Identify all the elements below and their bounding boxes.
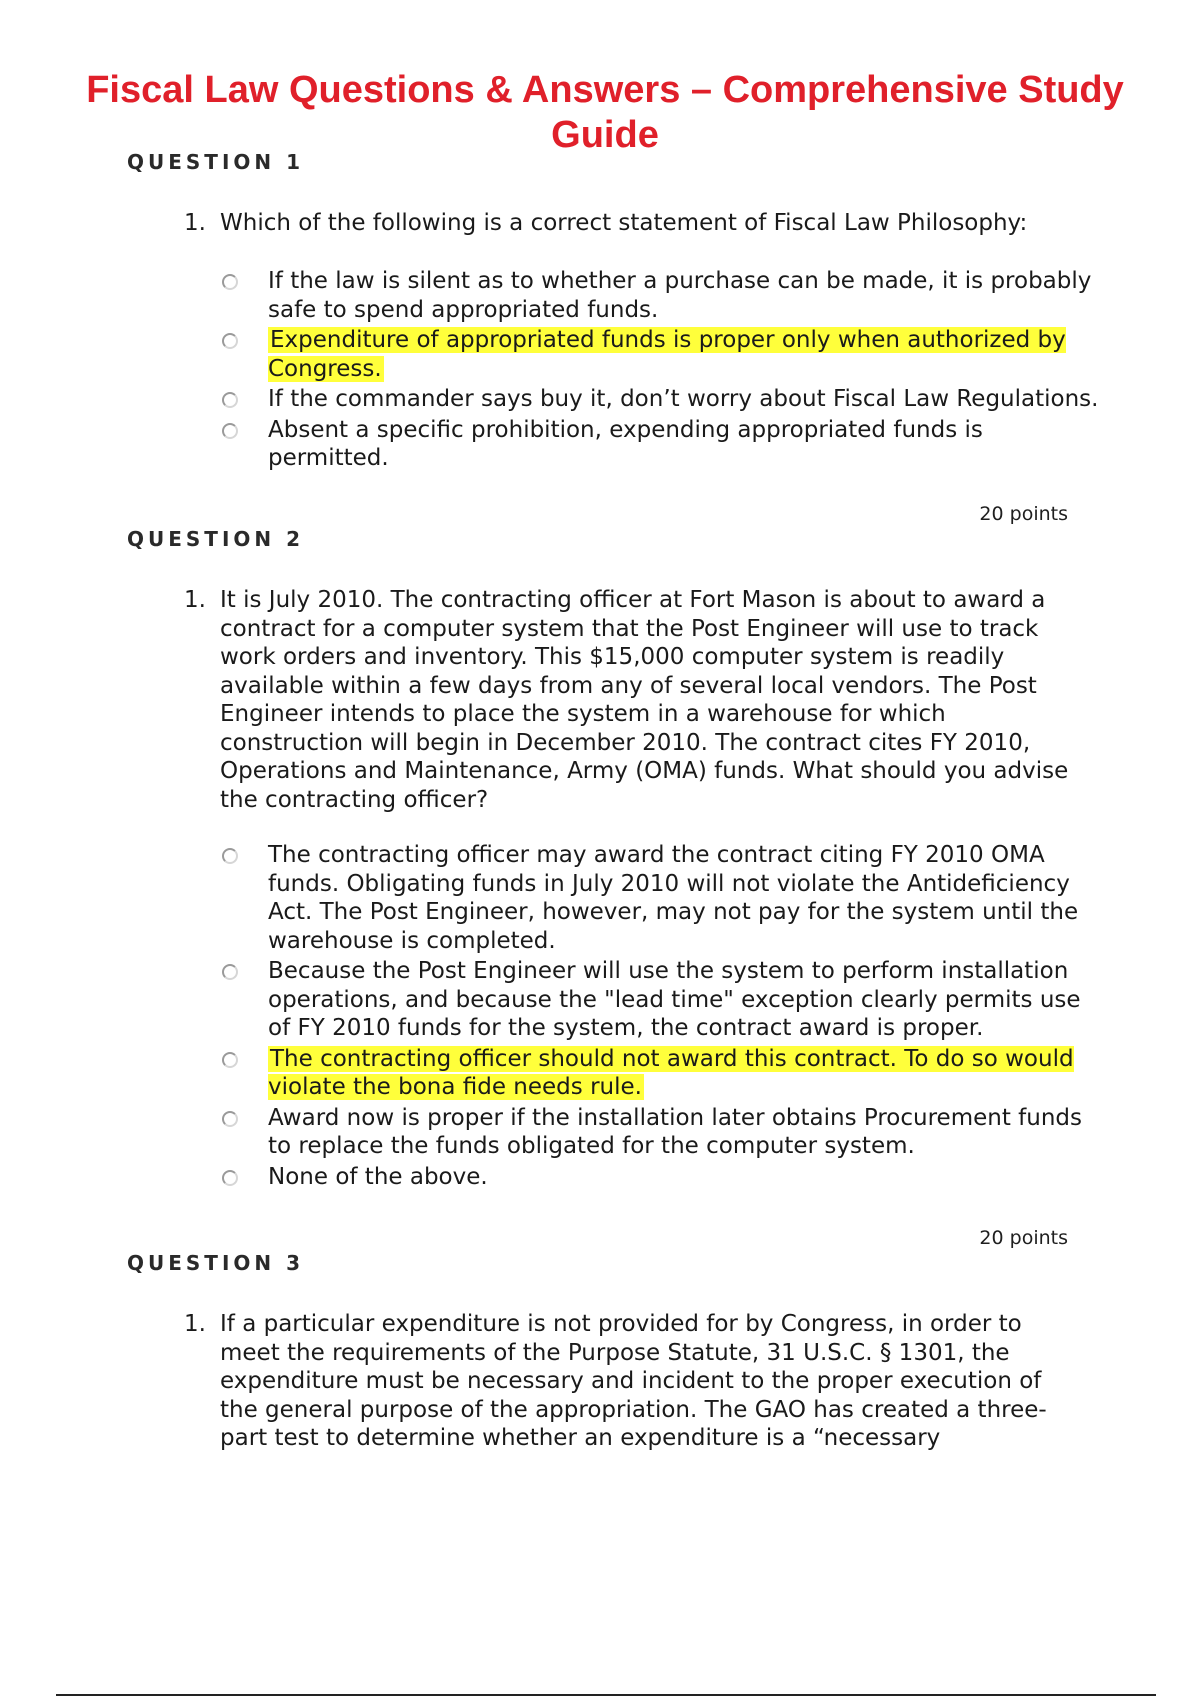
question-1-heading: QUESTION 1 xyxy=(127,150,305,174)
highlighted-answer: The contracting officer should not award this contract. To do so would violate the bona fide needs rule. xyxy=(268,1045,1074,1100)
radio-button-icon[interactable] xyxy=(222,1170,238,1186)
question-1-option-1[interactable] xyxy=(222,267,1102,324)
question-1-points: 20 points xyxy=(979,503,1068,525)
question-1-option-3[interactable] xyxy=(222,385,1102,414)
question-2-option-1[interactable] xyxy=(222,841,1102,955)
radio-button-icon[interactable] xyxy=(222,964,238,980)
question-1-option-2[interactable] xyxy=(222,326,1102,383)
question-2-number: 1. xyxy=(184,587,206,613)
question-2-option-3[interactable] xyxy=(222,1045,1102,1102)
question-2-option-4[interactable] xyxy=(222,1104,1102,1161)
question-2-heading: QUESTION 2 xyxy=(127,527,305,551)
radio-button-icon[interactable] xyxy=(222,333,238,349)
option-label: If the commander says buy it, don’t worry about Fiscal Law Regulations. xyxy=(268,386,1099,412)
radio-button-icon[interactable] xyxy=(222,848,238,864)
question-3-number: 1. xyxy=(184,1311,206,1337)
question-1-text xyxy=(184,209,1084,238)
page-bottom-rule xyxy=(56,1694,1156,1696)
highlighted-answer: Expenditure of appropriated funds is proper only when authorized by Congress. xyxy=(268,327,1066,382)
question-1-prompt: Which of the following is a correct statement of Fiscal Law Philosophy: xyxy=(220,210,1028,236)
option-label: Award now is proper if the installation later obtains Procurement funds to replace the funds obligated for the computer system. xyxy=(268,1104,1082,1159)
question-1-options xyxy=(222,267,1102,475)
option-label: If the law is silent as to whether a purchase can be made, it is probably safe to spend appropriated funds. xyxy=(268,268,1092,323)
document-title: Fiscal Law Questions & Answers – Comprehensive Study Guide xyxy=(86,69,1124,156)
radio-button-icon[interactable] xyxy=(222,423,238,439)
question-1-option-4[interactable] xyxy=(222,416,1102,473)
question-2-text xyxy=(184,586,1084,814)
question-2-prompt: It is July 2010. The contracting officer at Fort Mason is about to award a contract for a computer system that the Post Engineer will use to track work orders and inventory. This $15,000 computer system is readily available within a few days from any of several local vendors. The Post Engineer intends to place the system in a warehouse for which construction will begin in December 2010. The contract cites FY 2010, Operations and Maintenance, Army (OMA) funds. What should you advise the contracting officer? xyxy=(220,587,1069,813)
option-label: Because the Post Engineer will use the system to perform installation operations, and because the "lead time" exception clearly permits use of FY 2010 funds for the system, the contract award is proper. xyxy=(268,958,1081,1041)
option-label: Absent a specific prohibition, expending appropriated funds is permitted. xyxy=(268,416,983,471)
question-3-text xyxy=(184,1310,1084,1453)
radio-button-icon[interactable] xyxy=(222,274,238,290)
question-3-heading: QUESTION 3 xyxy=(127,1251,305,1275)
question-2-points: 20 points xyxy=(979,1227,1068,1249)
radio-button-icon[interactable] xyxy=(222,392,238,408)
question-2-options xyxy=(222,841,1102,1193)
radio-button-icon[interactable] xyxy=(222,1052,238,1068)
question-1-number: 1. xyxy=(184,210,206,236)
option-label: None of the above. xyxy=(268,1163,488,1190)
option-label: The contracting officer may award the contract citing FY 2010 OMA funds. Obligating funds in July 2010 will not violate the Antideficiency Act. The Post Engineer, however, may not pay for the system until the warehouse is completed. xyxy=(268,842,1079,954)
radio-button-icon[interactable] xyxy=(222,1111,238,1127)
question-3-prompt: If a particular expenditure is not provided for by Congress, in order to meet the requirements of the Purpose Statute, 31 U.S.C. § 1301, the expenditure must be necessary and incident to the proper execution of the general purpose of the appropriation. The GAO has created a three-part test to determine whether an expenditure is a “necessary xyxy=(220,1311,1047,1451)
question-2-option-2[interactable] xyxy=(222,957,1102,1043)
question-2-option-5[interactable] xyxy=(222,1163,1102,1192)
